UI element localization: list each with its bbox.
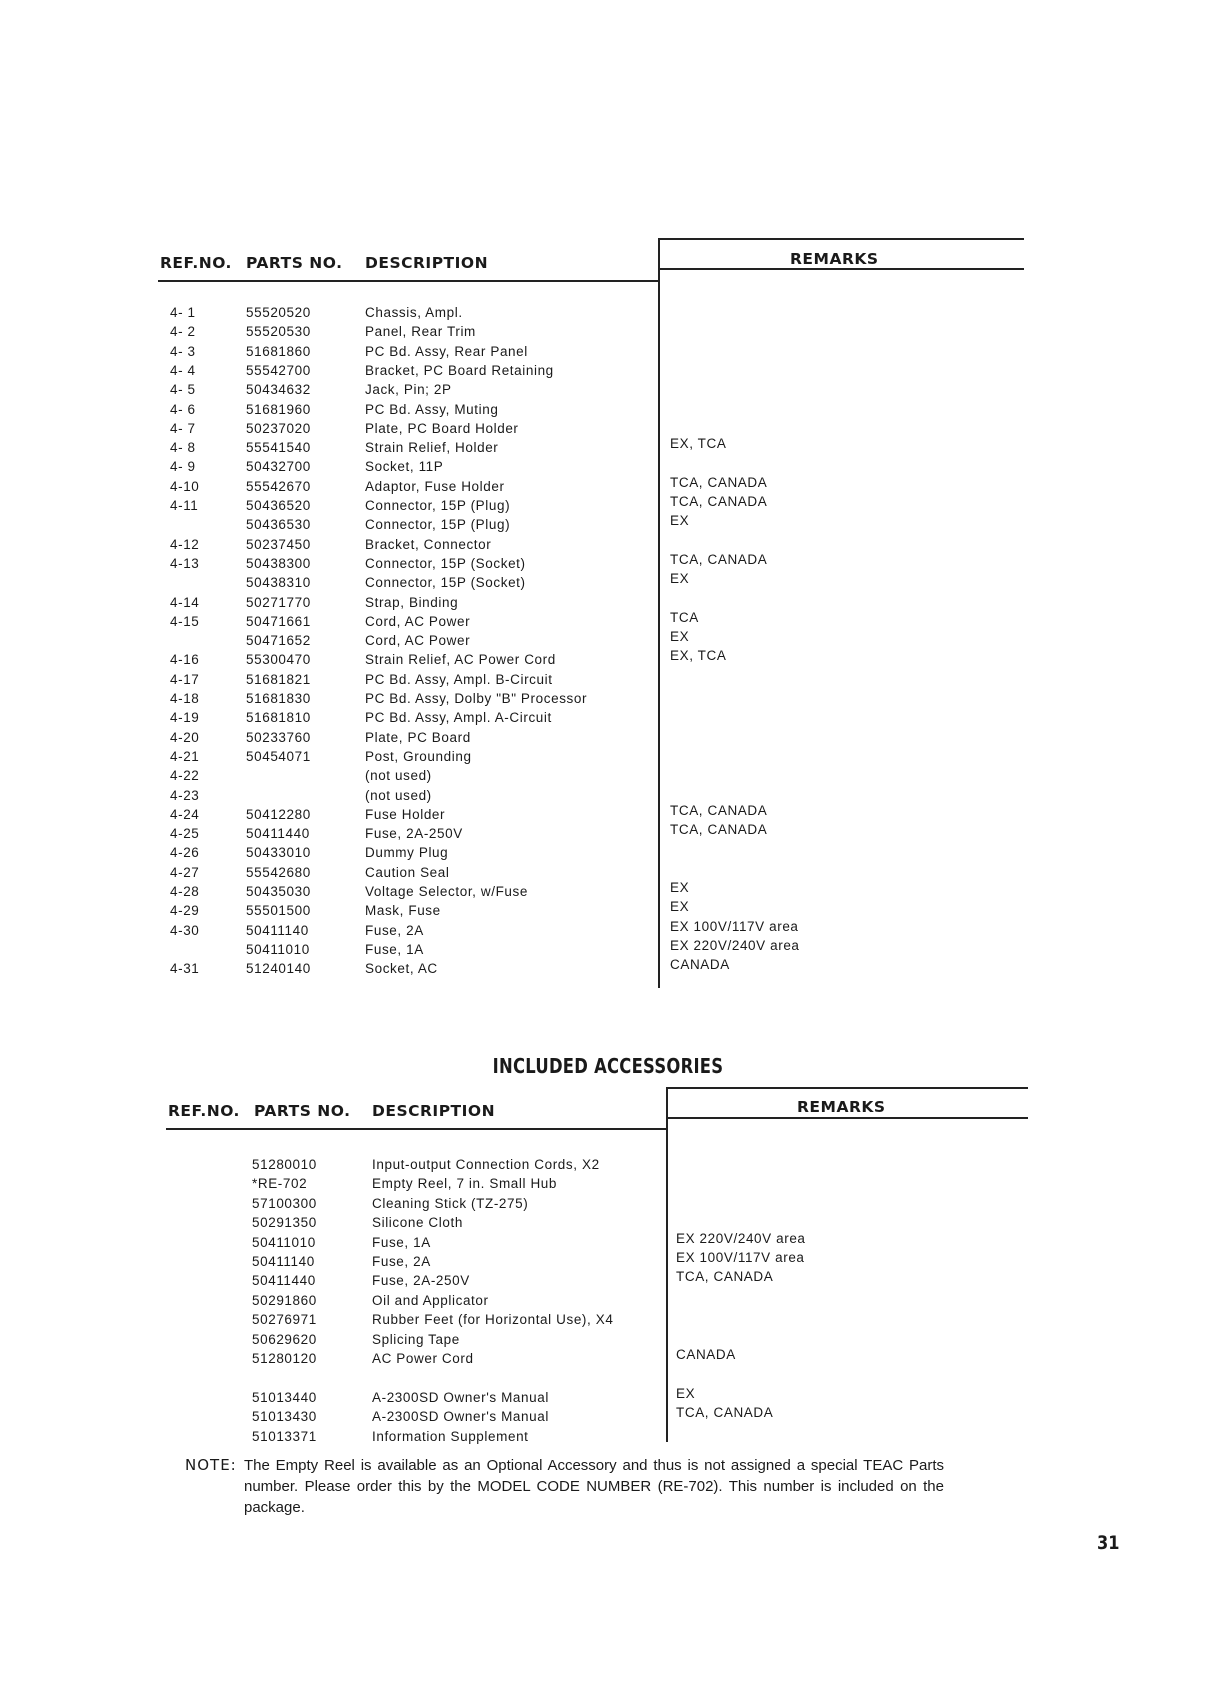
description-cell: Fuse, 1A	[372, 1234, 431, 1250]
ref-no-cell: 4-24	[170, 806, 200, 822]
parts-no-cell: 51681821	[246, 671, 311, 687]
description-cell: PC Bd. Assy, Muting	[365, 401, 499, 417]
ref-no-cell: 4-26	[170, 845, 200, 861]
parts-no-cell: 50434632	[246, 382, 311, 398]
remarks-cell: TCA, CANADA	[676, 1269, 774, 1285]
ref-no-cell: 4-31	[170, 961, 200, 977]
note-label: NOTE:	[185, 1456, 237, 1474]
remarks-cell: CANADA	[676, 1347, 736, 1362]
description-cell: Adaptor, Fuse Holder	[365, 478, 505, 494]
parts-table	[158, 238, 1024, 998]
table-row	[166, 1347, 1028, 1370]
table-row	[158, 305, 1024, 324]
description-cell: Fuse, 2A	[372, 1254, 431, 1269]
parts-no-cell: *RE-702	[252, 1176, 308, 1192]
table-row	[166, 1196, 1028, 1215]
parts-no-cell: 51681810	[246, 710, 311, 726]
ref-no-cell: 4-23	[170, 787, 200, 803]
note-text: The Empty Reel is available as an Optional Accessory and thus is not assigned a special TEAC Parts number. Please order this by the MODEL CODE NUMBER (RE-702). This number is included on the package.	[244, 1457, 944, 1516]
table-row	[158, 363, 1024, 382]
parts-no-cell: 50436530	[246, 517, 311, 533]
table-row	[158, 865, 1024, 884]
ref-no-cell: 4-28	[170, 884, 200, 899]
description-cell: Information Supplement	[372, 1428, 529, 1444]
ref-no-cell: 4-27	[170, 864, 200, 880]
table-row	[166, 1250, 1028, 1273]
description-cell: Fuse, 2A	[365, 922, 424, 938]
description-cell: PC Bd. Assy, Dolby "B" Processor	[365, 691, 588, 706]
parts-no-cell: 51681830	[246, 691, 311, 706]
parts-no-cell: 51280010	[252, 1157, 317, 1172]
remarks-cell: TCA	[670, 609, 699, 625]
parts-no-cell: 50454071	[246, 748, 311, 764]
parts-no-cell: 50412280	[246, 806, 311, 822]
description-cell: Post, Grounding	[365, 748, 472, 764]
remarks-cell: EX	[670, 899, 690, 915]
parts-no-cell: 50411010	[252, 1234, 316, 1250]
table-row	[158, 648, 1024, 671]
ref-no-cell: 4- 7	[170, 420, 196, 436]
remarks-cell: EX 100V/117V area	[676, 1250, 805, 1265]
description-cell: Mask, Fuse	[365, 903, 441, 919]
remarks-cell: TCA, CANADA	[676, 1405, 774, 1421]
ref-no-cell: 4-12	[170, 536, 200, 552]
ref-no-cell: 4- 3	[170, 343, 196, 359]
parts-no-cell: 50291350	[252, 1215, 317, 1231]
description-cell: Fuse, 1A	[365, 941, 424, 957]
parts-no-cell: 50271770	[246, 594, 311, 610]
table-row	[166, 1293, 1028, 1312]
table-row	[158, 324, 1024, 343]
parts-no-cell: 50237020	[246, 420, 311, 436]
table-row	[158, 749, 1024, 768]
accessories-title: INCLUDED ACCESSORIES	[492, 1054, 724, 1078]
remarks-cell: EX, TCA	[670, 648, 727, 664]
table-row	[158, 436, 1024, 459]
table-row	[158, 595, 1024, 614]
table-row	[166, 1269, 1028, 1292]
table-row	[158, 421, 1024, 440]
ref-no-cell: 4-11	[170, 498, 199, 513]
parts-no-cell: 50629620	[252, 1331, 317, 1347]
ref-no-cell: 4- 4	[170, 362, 196, 378]
acc-header-parts-no: PARTS NO.	[254, 1102, 351, 1120]
description-cell: Oil and Applicator	[372, 1292, 489, 1308]
description-cell: Dummy Plug	[365, 845, 449, 861]
parts-no-cell: 50411010	[246, 941, 310, 957]
header-rule-left	[158, 280, 660, 282]
table-row	[166, 1176, 1028, 1195]
accessories-table	[166, 1087, 1028, 1447]
parts-no-cell: 50432700	[246, 459, 311, 475]
description-cell: Socket, 11P	[365, 459, 444, 475]
description-cell: Connector, 15P (Plug)	[365, 498, 511, 513]
description-cell: Cord, AC Power	[365, 633, 471, 649]
description-cell: Plate, PC Board Holder	[365, 420, 519, 436]
remarks-cell: TCA, CANADA	[670, 474, 768, 490]
table-row	[158, 937, 1024, 961]
parts-no-cell: 51681960	[246, 401, 311, 417]
description-cell: Fuse Holder	[365, 806, 446, 822]
description-cell: PC Bd. Assy, Rear Panel	[365, 343, 528, 359]
description-cell: Strain Relief, AC Power Cord	[365, 652, 556, 668]
table-row	[158, 672, 1024, 691]
description-cell: Connector, 15P (Socket)	[365, 575, 526, 591]
parts-no-cell: 50436520	[246, 498, 311, 513]
ref-no-cell: 4-17	[170, 671, 200, 687]
description-cell: (not used)	[365, 768, 432, 784]
remarks-cell: EX	[670, 571, 690, 587]
remarks-cell: EX 220V/240V area	[670, 937, 800, 953]
ref-no-cell: 4-18	[170, 691, 200, 706]
description-cell: Cleaning Stick (TZ-275)	[372, 1195, 529, 1211]
description-cell: Jack, Pin; 2P	[365, 382, 452, 398]
description-cell: Connector, 15P (Socket)	[365, 555, 526, 571]
description-cell: Silicone Cloth	[372, 1215, 463, 1231]
acc-header-rule-right	[666, 1117, 1028, 1119]
description-cell: Strain Relief, Holder	[365, 440, 499, 456]
description-cell: Socket, AC	[365, 961, 438, 977]
table-row	[158, 822, 1024, 845]
description-cell: Splicing Tape	[372, 1331, 460, 1347]
parts-no-cell: 51280120	[252, 1351, 317, 1366]
remarks-cell: EX, TCA	[670, 436, 727, 452]
header-ref-no: REF.NO.	[160, 254, 232, 272]
ref-no-cell: 4-13	[170, 555, 200, 571]
description-cell: Caution Seal	[365, 864, 450, 880]
table-row	[158, 344, 1024, 363]
description-cell: Fuse, 2A-250V	[372, 1273, 470, 1289]
description-cell: Bracket, PC Board Retaining	[365, 362, 554, 378]
parts-no-cell: 50411140	[252, 1254, 315, 1269]
parts-no-cell: 55300470	[246, 652, 311, 668]
remarks-cell: TCA, CANADA	[670, 822, 768, 838]
table-row	[166, 1385, 1028, 1409]
table-row	[166, 1215, 1028, 1234]
parts-no-cell: 50433010	[246, 845, 311, 861]
ref-no-cell: 4- 2	[170, 324, 196, 340]
ref-no-cell: 4-10	[170, 478, 200, 494]
description-cell: Fuse, 2A-250V	[365, 826, 463, 842]
parts-no-cell: 50237450	[246, 536, 311, 552]
parts-no-cell: 50471661	[246, 613, 311, 629]
parts-no-cell: 50233760	[246, 729, 311, 745]
description-cell: PC Bd. Assy, Ampl. A-Circuit	[365, 710, 552, 726]
acc-table-top-rule	[666, 1087, 1028, 1089]
remarks-cell: EX	[676, 1385, 696, 1401]
description-cell: Rubber Feet (for Horizontal Use), X4	[372, 1312, 614, 1328]
ref-no-cell: 4-30	[170, 922, 200, 938]
ref-no-cell: 4-22	[170, 768, 200, 784]
remarks-cell: TCA, CANADA	[670, 551, 768, 567]
acc-header-description: DESCRIPTION	[372, 1102, 496, 1120]
description-cell: Empty Reel, 7 in. Small Hub	[372, 1176, 558, 1192]
header-description: DESCRIPTION	[365, 254, 489, 272]
acc-header-ref-no: REF.NO.	[168, 1102, 240, 1120]
table-row	[158, 899, 1024, 922]
table-row	[158, 788, 1024, 807]
header-parts-no: PARTS NO.	[246, 254, 343, 272]
parts-no-cell: 50276971	[252, 1312, 317, 1328]
description-cell: Cord, AC Power	[365, 613, 471, 629]
remarks-cell: EX	[670, 513, 690, 529]
description-cell: A-2300SD Owner's Manual	[372, 1409, 549, 1425]
description-cell: Connector, 15P (Plug)	[365, 517, 511, 533]
table-row	[158, 918, 1024, 942]
parts-no-cell: 50471652	[246, 633, 311, 649]
table-top-rule	[658, 238, 1024, 240]
ref-no-cell: 4-14	[170, 594, 200, 610]
parts-no-cell: 51681860	[246, 343, 311, 359]
remarks-cell: EX 220V/240V area	[676, 1230, 806, 1246]
table-row	[158, 474, 1024, 498]
table-row	[158, 802, 1024, 826]
table-row	[158, 513, 1024, 536]
table-row	[158, 494, 1024, 517]
header-remarks: REMARKS	[790, 250, 879, 268]
remarks-cell: TCA, CANADA	[670, 802, 768, 818]
ref-no-cell: 4-16	[170, 652, 200, 668]
header-rule-right	[658, 268, 1024, 270]
ref-no-cell: 4- 8	[170, 440, 196, 456]
description-cell: Chassis, Ampl.	[365, 305, 463, 320]
table-row	[158, 609, 1024, 633]
table-row	[158, 691, 1024, 710]
ref-no-cell: 4-15	[170, 613, 200, 629]
description-cell: Bracket, Connector	[365, 536, 492, 552]
table-row	[166, 1370, 1028, 1389]
parts-no-cell: 55520530	[246, 324, 311, 340]
table-row	[166, 1332, 1028, 1351]
parts-no-cell: 55541540	[246, 440, 311, 456]
ref-no-cell: 4-21	[170, 748, 200, 764]
description-cell: A-2300SD Owner's Manual	[372, 1389, 549, 1405]
description-cell: Panel, Rear Trim	[365, 324, 476, 340]
parts-no-cell: 51240140	[246, 961, 311, 977]
table-row	[158, 402, 1024, 421]
remarks-cell: TCA, CANADA	[670, 494, 768, 509]
table-row	[158, 551, 1024, 575]
description-cell: PC Bd. Assy, Ampl. B-Circuit	[365, 671, 553, 687]
parts-no-cell: 50411140	[246, 922, 309, 938]
parts-no-cell: 55520520	[246, 305, 311, 320]
description-cell: AC Power Cord	[372, 1351, 474, 1366]
ref-no-cell: 4- 5	[170, 382, 196, 398]
acc-header-rule-left	[166, 1128, 668, 1130]
table-row	[166, 1157, 1028, 1176]
parts-no-cell: 50291860	[252, 1292, 317, 1308]
table-row	[158, 768, 1024, 787]
table-row	[158, 880, 1024, 903]
parts-no-cell: 51013430	[252, 1409, 317, 1425]
parts-no-cell: 55501500	[246, 903, 311, 919]
table-row	[158, 629, 1024, 652]
remarks-cell: EX	[670, 629, 690, 645]
ref-no-cell: 4- 1	[170, 305, 196, 320]
table-row	[158, 957, 1024, 980]
table-row	[166, 1429, 1028, 1448]
table-row	[158, 382, 1024, 401]
acc-header-remarks: REMARKS	[797, 1098, 886, 1116]
ref-no-cell: 4-20	[170, 729, 200, 745]
parts-no-cell: 51013371	[252, 1428, 317, 1444]
ref-no-cell: 4-25	[170, 826, 200, 842]
ref-no-cell: 4- 6	[170, 401, 196, 417]
parts-no-cell: 55542680	[246, 864, 311, 880]
parts-no-cell: 57100300	[252, 1195, 317, 1211]
description-cell: Input-output Connection Cords, X2	[372, 1157, 600, 1172]
table-row	[158, 537, 1024, 556]
description-cell: (not used)	[365, 787, 432, 803]
description-cell: Plate, PC Board	[365, 729, 471, 745]
table-row	[166, 1405, 1028, 1428]
parts-no-cell: 55542700	[246, 362, 311, 378]
parts-no-cell: 55542670	[246, 478, 311, 494]
parts-no-cell: 51013440	[252, 1389, 317, 1405]
table-row	[166, 1312, 1028, 1331]
remarks-cell: CANADA	[670, 957, 730, 973]
table-row	[158, 459, 1024, 478]
description-cell: Strap, Binding	[365, 594, 459, 610]
table-row	[158, 710, 1024, 729]
description-cell: Voltage Selector, w/Fuse	[365, 884, 528, 899]
parts-no-cell: 50411440	[252, 1273, 316, 1289]
parts-no-cell: 50438310	[246, 575, 311, 591]
page-number: 31	[1096, 1532, 1120, 1554]
ref-no-cell: 4-29	[170, 903, 200, 919]
remarks-cell: EX 100V/117V area	[670, 918, 799, 934]
table-row	[158, 730, 1024, 749]
table-row	[166, 1230, 1028, 1254]
parts-no-cell: 50411440	[246, 826, 310, 842]
parts-no-cell: 50435030	[246, 884, 311, 899]
parts-no-cell: 50438300	[246, 555, 311, 571]
table-row	[158, 845, 1024, 864]
table-row	[158, 571, 1024, 594]
remarks-cell: EX	[670, 880, 690, 895]
ref-no-cell: 4- 9	[170, 459, 196, 475]
ref-no-cell: 4-19	[170, 710, 200, 726]
